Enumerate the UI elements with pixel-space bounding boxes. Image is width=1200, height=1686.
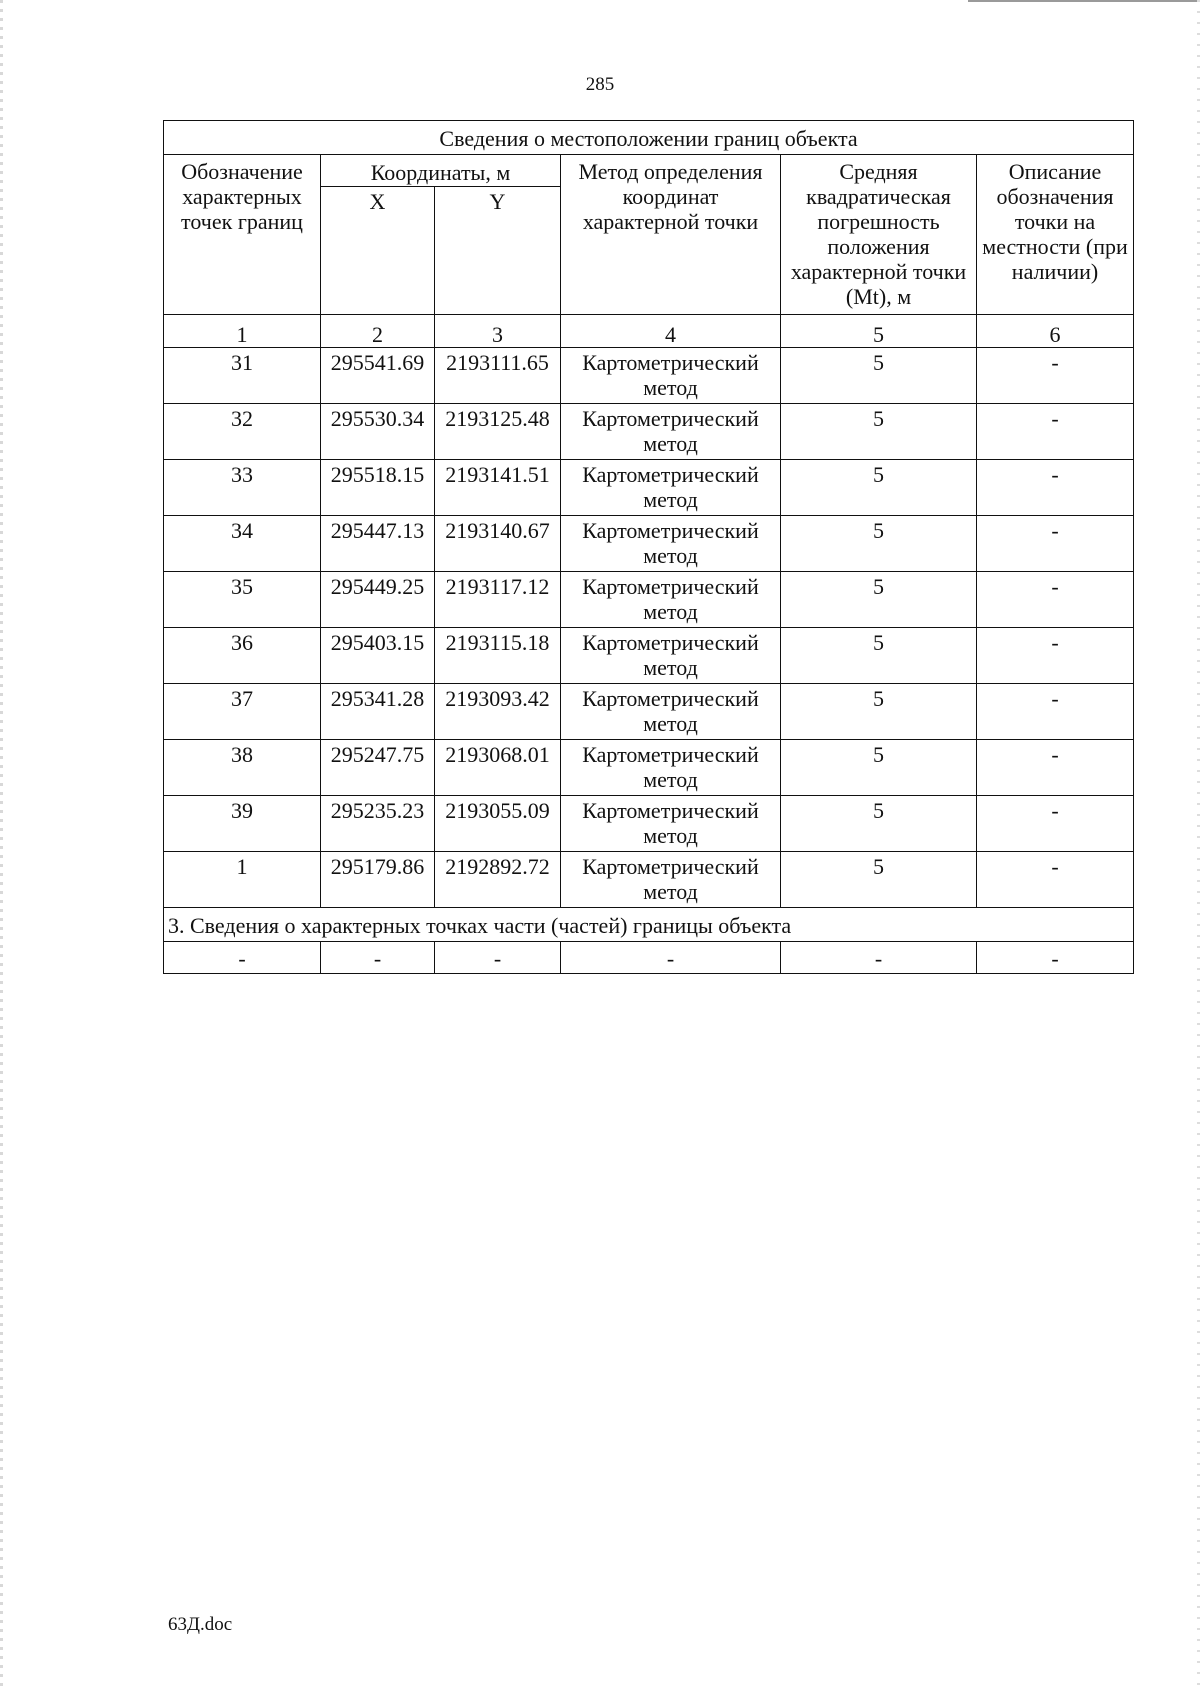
table-row [164,628,1134,684]
table-row [164,404,1134,460]
column-number-cell: 1 [164,315,321,348]
method-cell: Картометрический метод [561,684,781,740]
y-coordinate-cell: 2193115.18 [435,628,561,684]
y-coordinate-cell: 2193068.01 [435,740,561,796]
section-3-title: 3. Сведения о характерных точках части (частей) границы объекта [164,908,1134,942]
x-coordinate-cell: 295247.75 [321,740,435,796]
x-coordinate-cell: 295449.25 [321,572,435,628]
y-coordinate-cell: 2193111.65 [435,348,561,404]
x-coordinate-cell: 295530.34 [321,404,435,460]
error-cell: 5 [781,404,977,460]
description-cell: - [977,852,1134,908]
error-cell: 5 [781,572,977,628]
y-coordinate-cell: 2193140.67 [435,516,561,572]
section-3-empty-cell: - [561,942,781,974]
description-cell: - [977,516,1134,572]
x-coordinate-cell: 295541.69 [321,348,435,404]
top-edge-rule [968,0,1200,2]
error-cell: 5 [781,628,977,684]
section-3-empty-cell: - [977,942,1134,974]
description-cell: - [977,460,1134,516]
description-cell: - [977,740,1134,796]
point-id-cell: 33 [164,460,321,516]
y-coordinate-cell: 2193117.12 [435,572,561,628]
scan-left-edge [0,0,3,1686]
point-id-cell: 34 [164,516,321,572]
section-3-empty-cell: - [321,942,435,974]
section-3-empty-cell: - [435,942,561,974]
error-cell: 5 [781,852,977,908]
point-id-cell: 1 [164,852,321,908]
x-coordinate-cell: 295447.13 [321,516,435,572]
description-cell: - [977,348,1134,404]
point-id-cell: 36 [164,628,321,684]
description-cell: - [977,572,1134,628]
point-id-cell: 35 [164,572,321,628]
method-cell: Картометрический метод [561,740,781,796]
error-cell: 5 [781,684,977,740]
x-coordinate-cell: 295403.15 [321,628,435,684]
method-cell: Картометрический метод [561,572,781,628]
table-row [164,796,1134,852]
header-description: Описание обозначения точки на местности (при наличии) [977,155,1134,315]
column-number-row [164,315,1134,348]
table-row [164,684,1134,740]
description-cell: - [977,628,1134,684]
method-cell: Картометрический метод [561,852,781,908]
y-coordinate-cell: 2192892.72 [435,852,561,908]
table-row [164,740,1134,796]
column-number-cell: 4 [561,315,781,348]
column-number-cell: 3 [435,315,561,348]
section-3-empty-cell: - [781,942,977,974]
boundary-coordinates-table [163,120,1134,974]
x-coordinate-cell: 295235.23 [321,796,435,852]
point-id-cell: 38 [164,740,321,796]
header-method: Метод определения координат характерной точки [561,155,781,315]
table-row [164,348,1134,404]
column-number-cell: 5 [781,315,977,348]
point-id-cell: 37 [164,684,321,740]
description-cell: - [977,684,1134,740]
error-cell: 5 [781,740,977,796]
description-cell: - [977,404,1134,460]
description-cell: - [977,796,1134,852]
header-x: X [321,187,435,315]
method-cell: Картометрический метод [561,796,781,852]
section-3-empty-cell: - [164,942,321,974]
section-3-title-row [164,908,1134,942]
error-cell: 5 [781,460,977,516]
method-cell: Картометрический метод [561,516,781,572]
header-point-designation: Обозначение характерных точек границ [164,155,321,315]
y-coordinate-cell: 2193141.51 [435,460,561,516]
point-id-cell: 31 [164,348,321,404]
method-cell: Картометрический метод [561,628,781,684]
method-cell: Картометрический метод [561,460,781,516]
y-coordinate-cell: 2193093.42 [435,684,561,740]
header-row-1 [164,155,1134,187]
section-3-empty-row [164,942,1134,974]
x-coordinate-cell: 295179.86 [321,852,435,908]
page-number: 285 [585,74,615,95]
table-title-row [164,121,1134,155]
error-cell: 5 [781,796,977,852]
header-error: Средняя квадратическая погрешность положения характерной точки (Mt), м [781,155,977,315]
table-title: Сведения о местоположении границ объекта [164,121,1134,155]
column-number-cell: 6 [977,315,1134,348]
x-coordinate-cell: 295518.15 [321,460,435,516]
table-row [164,516,1134,572]
error-cell: 5 [781,516,977,572]
y-coordinate-cell: 2193125.48 [435,404,561,460]
method-cell: Картометрический метод [561,348,781,404]
header-y: Y [435,187,561,315]
header-coordinates: Координаты, м [321,155,561,187]
y-coordinate-cell: 2193055.09 [435,796,561,852]
table-row [164,572,1134,628]
table-row [164,460,1134,516]
point-id-cell: 39 [164,796,321,852]
error-cell: 5 [781,348,977,404]
method-cell: Картометрический метод [561,404,781,460]
point-id-cell: 32 [164,404,321,460]
table-row [164,852,1134,908]
column-number-cell: 2 [321,315,435,348]
x-coordinate-cell: 295341.28 [321,684,435,740]
footer-filename: 63Д.doc [168,1614,233,1635]
